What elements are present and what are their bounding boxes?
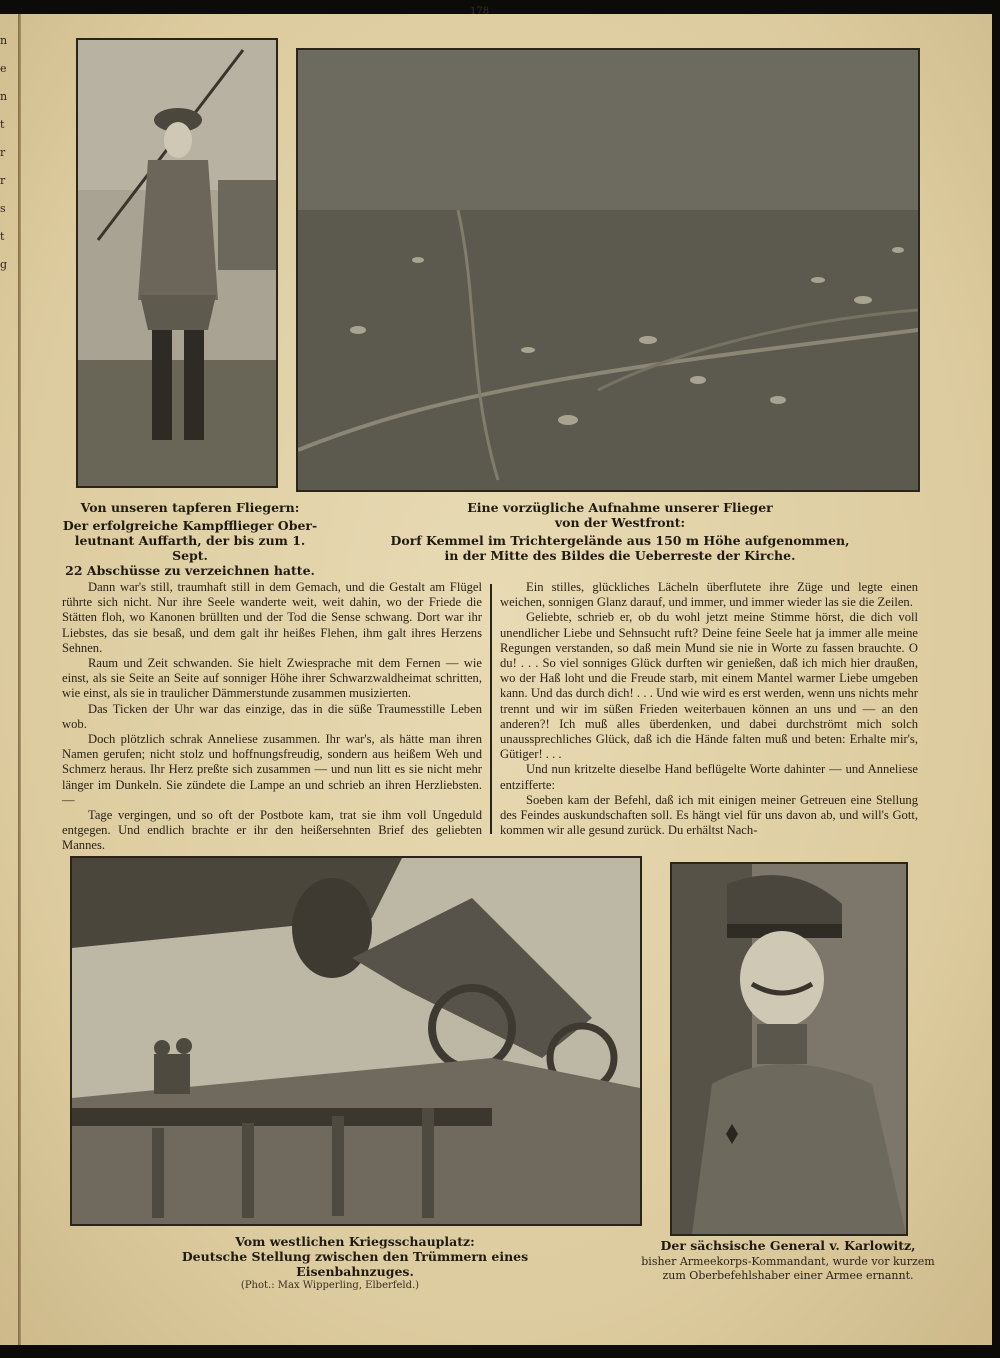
caption-general-headline: Der sächsische General v. Karlowitz, — [660, 1238, 916, 1253]
caption-aviator-line: Der erfolgreiche Kampfflieger Ober- — [62, 518, 318, 533]
caption-aerial-headline: Eine vorzügliche Aufnahme unserer Flieger — [467, 500, 773, 515]
caption-train-line: Deutsche Stellung zwischen den Trümmern eines Eisenbahnzuges. — [181, 1249, 529, 1279]
caption-aerial-line: Dorf Kemmel im Trichtergelände aus 150 m Höhe aufgenommen, — [390, 533, 850, 548]
article-paragraph: Tage vergingen, und so oft der Postbote kam, trat sie ihm voll Ungeduld entgegen. Und endlich brachte er ihr den heißersehnten Brief des geliebten Mannes. — [62, 808, 482, 853]
train-wreck-image — [72, 858, 640, 1224]
caption-aviator-headline: Von unseren tapferen Fliegern: — [80, 500, 300, 515]
caption-aerial — [370, 500, 870, 563]
aviator-image — [78, 40, 276, 486]
article-left-column — [62, 580, 482, 854]
photo-credit: (Phot.: Max Wipperling, Elberfeld.) — [240, 1280, 420, 1291]
article-paragraph: Geliebte, schrieb er, ob du wohl jetzt meine Stimme hörst, die dich voll unendlicher Liebe und Sehnsucht ruft? Deine feine Seele hat ja immer alle meine Regungen verstanden, so daß mein Mund sie nie in Worte zu fassen brauchte. O du! . . . So viel sonniges Glück durften wir genießen, daß ich mich hier draußen, wo der Haß loht und die Freude starb, mit einem Mantel warmer Liebe umgeben kann. Und das durch dich! . . . Und wie wird es erst werden, wenn uns nichts mehr trennt und wir im süßen Frieden weiterbauen können an uns und — an den anderen?! Ich muß alles überdenken, und dabei durchströmt mich solch unaussprechliches Glück, daß ich die Hände falten muß und beten: Erhalte mir's, Gütiger! . . . — [500, 610, 918, 762]
newspaper-page — [0, 6, 992, 1345]
article-paragraph: Soeben kam der Befehl, daß ich mit einigen meiner Getreuen eine Stellung des Feindes auskundschaften soll. Es hängt viel für uns davon ab, und will's Gott, kommen wir alle gesund zurück. Du erhältst Nach- — [500, 792, 918, 838]
photo-train-wreck — [70, 856, 642, 1226]
caption-general-line: bisher Armeekorps-Kommandant, wurde vor kurzem — [641, 1255, 935, 1268]
aerial-image — [298, 50, 918, 490]
article-paragraph: Das Ticken der Uhr war das einzige, das in die süße Traumesstille Leben wob. — [62, 701, 482, 731]
photo-aviator — [76, 38, 278, 488]
caption-aviator-line: 22 Abschüsse zu verzeichnen hatte. — [65, 563, 315, 578]
caption-general — [636, 1238, 940, 1283]
page-spine — [18, 14, 21, 1345]
photo-aerial — [296, 48, 920, 492]
page-number: 178 — [470, 6, 490, 17]
caption-train-headline: Vom westlichen Kriegsschauplatz: — [235, 1234, 475, 1249]
photo-general — [670, 862, 908, 1236]
caption-aerial-line: in der Mitte des Bildes die Ueberreste der Kirche. — [444, 548, 796, 563]
article-right-column — [500, 580, 918, 838]
column-divider — [490, 584, 492, 834]
caption-aerial-headline: von der Westfront: — [554, 515, 686, 530]
article-paragraph: Und nun kritzelte dieselbe Hand beflügelte Worte dahinter — und Anneliese entzifferte: — [500, 762, 918, 792]
general-portrait-image — [672, 864, 906, 1234]
article-paragraph: Raum und Zeit schwanden. Sie hielt Zwiesprache mit dem Fernen — wie einst, als sie Seite an Seite auf sonniger Höhe ihrer Schwarzwaldheimat schritten, wie einst, als sie in traulicher Dämmerstunde zusammen musizierten. — [62, 656, 482, 701]
caption-train — [130, 1234, 580, 1292]
caption-aviator-line: leutnant Auffarth, der bis zum 1. Sept. — [74, 533, 306, 563]
article-paragraph: Ein stilles, glückliches Lächeln überflutete ihre Züge und legte einen weichen, sonnigen Glanz darauf, und immer, und immer wieder las sie die Zeilen. — [500, 580, 918, 610]
caption-general-line: zum Oberbefehlshaber einer Armee ernannt. — [662, 1269, 914, 1282]
article-paragraph: Dann war's still, traumhaft still in dem Gemach, und die Gestalt am Flügel rührte sich nicht. Nur ihre Seele wanderte weit, weit dahin, wo der Friede die Stätten floh, wo Kanonen brüllten und der Tod die Sense schwang. Dort war ihr Liebstes, das sie besaß, und dem galt ihr heißes Flehen, ihm galt ihres Herzens Sehnen. — [62, 580, 482, 655]
caption-aviator — [62, 500, 318, 578]
article-paragraph: Doch plötzlich schrak Anneliese zusammen. Ihr war's, als hätte man ihren Namen gerufen; nicht stolz und hoffnungsfreudig, sondern aus heißem Weh und Schmerz heraus. Ihr Herz preßte sich zusammen — und nun litt es sie nicht mehr länger im Dunkeln. Sie zündete die Lampe an und schrieb an ihren Herzliebsten. — — [62, 732, 482, 807]
previous-page-edge: n e n t r r s t g — [0, 34, 8, 271]
